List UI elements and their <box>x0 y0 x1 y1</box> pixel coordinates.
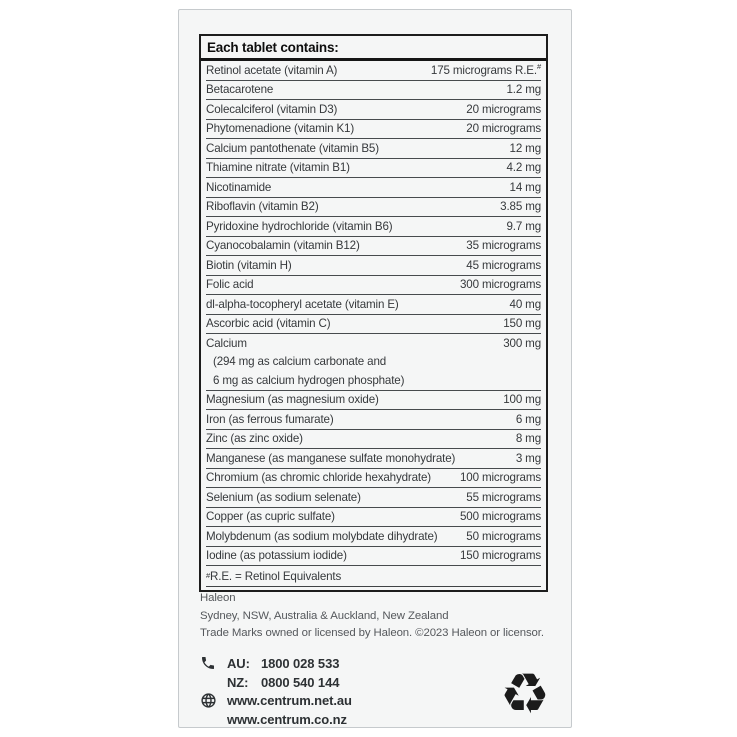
company-info <box>200 590 544 643</box>
table-header: Each tablet contains: <box>201 36 546 61</box>
table-row <box>206 120 541 140</box>
website-url: www.centrum.net.au <box>227 693 352 709</box>
ingredient-label: Betacarotene <box>206 83 274 97</box>
ingredient-label: Iodine (as potassium iodide) <box>206 549 347 563</box>
ingredient-label: Chromium (as chromic chloride hexahydrate) <box>206 471 432 485</box>
ingredient-label: Calcium <box>206 336 247 350</box>
table-row <box>206 237 541 257</box>
website-url: www.centrum.co.nz <box>227 712 347 728</box>
ingredient-amount: 300 mg <box>503 336 541 350</box>
table-row <box>206 217 541 237</box>
table-row <box>206 295 541 315</box>
table-row <box>206 81 541 101</box>
ingredient-subline: 6 mg as calcium hydrogen phosphate) <box>206 371 541 391</box>
ingredient-amount: 300 micrograms <box>459 278 541 292</box>
ingredient-amount: 500 micrograms <box>459 510 541 524</box>
ingredients-rows <box>201 61 546 566</box>
table-row <box>206 256 541 276</box>
table-row <box>206 488 541 508</box>
ingredient-label: Folic acid <box>206 278 254 292</box>
ingredient-label: Phytomenadione (vitamin K1) <box>206 122 355 136</box>
ingredient-amount: 100 mg <box>503 393 541 407</box>
table-row <box>206 547 541 567</box>
product-label-panel <box>178 9 572 728</box>
table-footnote: # R.E. = Retinol Equivalents <box>206 566 541 587</box>
table-row <box>206 334 541 353</box>
phone-icon <box>200 655 227 671</box>
ingredient-amount: 20 micrograms <box>466 122 541 136</box>
company-address: Sydney, NSW, Australia & Auckland, New Zealand <box>200 609 449 622</box>
table-row <box>206 315 541 335</box>
ingredient-label: Zinc (as zinc oxide) <box>206 432 303 446</box>
ingredient-amount: 45 micrograms <box>466 258 541 272</box>
ingredient-amount: 40 mg <box>509 297 541 311</box>
table-row <box>206 276 541 296</box>
table-row <box>206 391 541 411</box>
ingredient-subline: (294 mg as calcium carbonate and <box>213 355 387 369</box>
ingredient-label: Cyanocobalamin (vitamin B12) <box>206 239 360 253</box>
table-row <box>206 178 541 198</box>
table-row <box>206 508 541 528</box>
ingredient-amount: 1.2 mg <box>506 83 541 97</box>
table-row <box>206 527 541 547</box>
ingredient-amount: 8 mg <box>515 432 541 446</box>
ingredient-amount: 3 mg <box>515 451 541 465</box>
table-row <box>206 100 541 120</box>
ingredients-table <box>199 34 548 592</box>
phone-number: 1800 028 533 <box>261 655 340 671</box>
ingredient-amount: 3.85 mg <box>500 200 541 214</box>
trademark-notice: Trade Marks owned or licensed by Haleon. ©2023 Haleon or licensor. <box>200 627 544 640</box>
ingredient-label: Calcium pantothenate (vitamin B5) <box>206 141 379 155</box>
ingredient-amount: 35 micrograms <box>466 239 541 253</box>
website-row-nz <box>200 710 352 729</box>
table-row <box>206 61 541 81</box>
ingredient-amount: 55 micrograms <box>466 490 541 504</box>
ingredient-label: Retinol acetate (vitamin A) <box>206 63 338 77</box>
ingredient-label: Iron (as ferrous fumarate) <box>206 412 334 426</box>
ingredient-label: Magnesium (as magnesium oxide) <box>206 393 379 407</box>
phone-row-au <box>200 654 352 673</box>
ingredient-label: Colecalciferol (vitamin D3) <box>206 102 338 116</box>
ingredient-label: dl-alpha-tocopheryl acetate (vitamin E) <box>206 297 399 311</box>
company-name: Haleon <box>200 592 236 604</box>
website-row-au <box>200 692 352 711</box>
table-row <box>206 159 541 179</box>
ingredient-amount: 4.2 mg <box>506 161 541 175</box>
ingredient-amount: 50 micrograms <box>466 529 541 543</box>
table-row <box>206 410 541 430</box>
phone-row-nz <box>200 673 352 692</box>
ingredient-label: Nicotinamide <box>206 180 272 194</box>
ingredient-amount: 150 mg <box>503 317 541 331</box>
ingredient-label: Biotin (vitamin H) <box>206 258 292 272</box>
ingredient-label: Ascorbic acid (vitamin C) <box>206 317 331 331</box>
ingredient-label: Thiamine nitrate (vitamin B1) <box>206 161 350 175</box>
table-row <box>206 469 541 489</box>
ingredient-label: Molybdenum (as sodium molybdate dihydrate) <box>206 529 438 543</box>
ingredient-amount: 100 micrograms <box>459 471 541 485</box>
ingredient-label: Manganese (as manganese sulfate monohydrate) <box>206 451 456 465</box>
ingredient-amount: 175 micrograms R.E.# <box>430 61 541 77</box>
phone-region-label: NZ: <box>227 674 249 690</box>
table-row <box>206 198 541 218</box>
ingredient-label: Copper (as cupric sulfate) <box>206 510 335 524</box>
ingredient-amount: 12 mg <box>509 141 541 155</box>
table-row <box>206 449 541 469</box>
ingredient-label: Selenium (as sodium selenate) <box>206 490 361 504</box>
contact-block <box>200 654 352 729</box>
ingredient-label: Riboflavin (vitamin B2) <box>206 200 319 214</box>
phone-number: 0800 540 144 <box>261 674 340 690</box>
ingredient-label: Pyridoxine hydrochloride (vitamin B6) <box>206 219 393 233</box>
footnote-text: R.E. = Retinol Equivalents <box>210 569 342 583</box>
ingredient-amount: 150 micrograms <box>459 549 541 563</box>
ingredient-amount: 14 mg <box>509 180 541 194</box>
table-row <box>206 430 541 450</box>
ingredient-amount: 9.7 mg <box>506 219 541 233</box>
phone-region-label: AU: <box>227 655 250 671</box>
ingredient-amount: 6 mg <box>515 412 541 426</box>
ingredient-amount: 20 micrograms <box>466 102 541 116</box>
table-row <box>206 139 541 159</box>
globe-icon <box>200 692 227 709</box>
recycle-icon: ♻ <box>499 662 550 727</box>
